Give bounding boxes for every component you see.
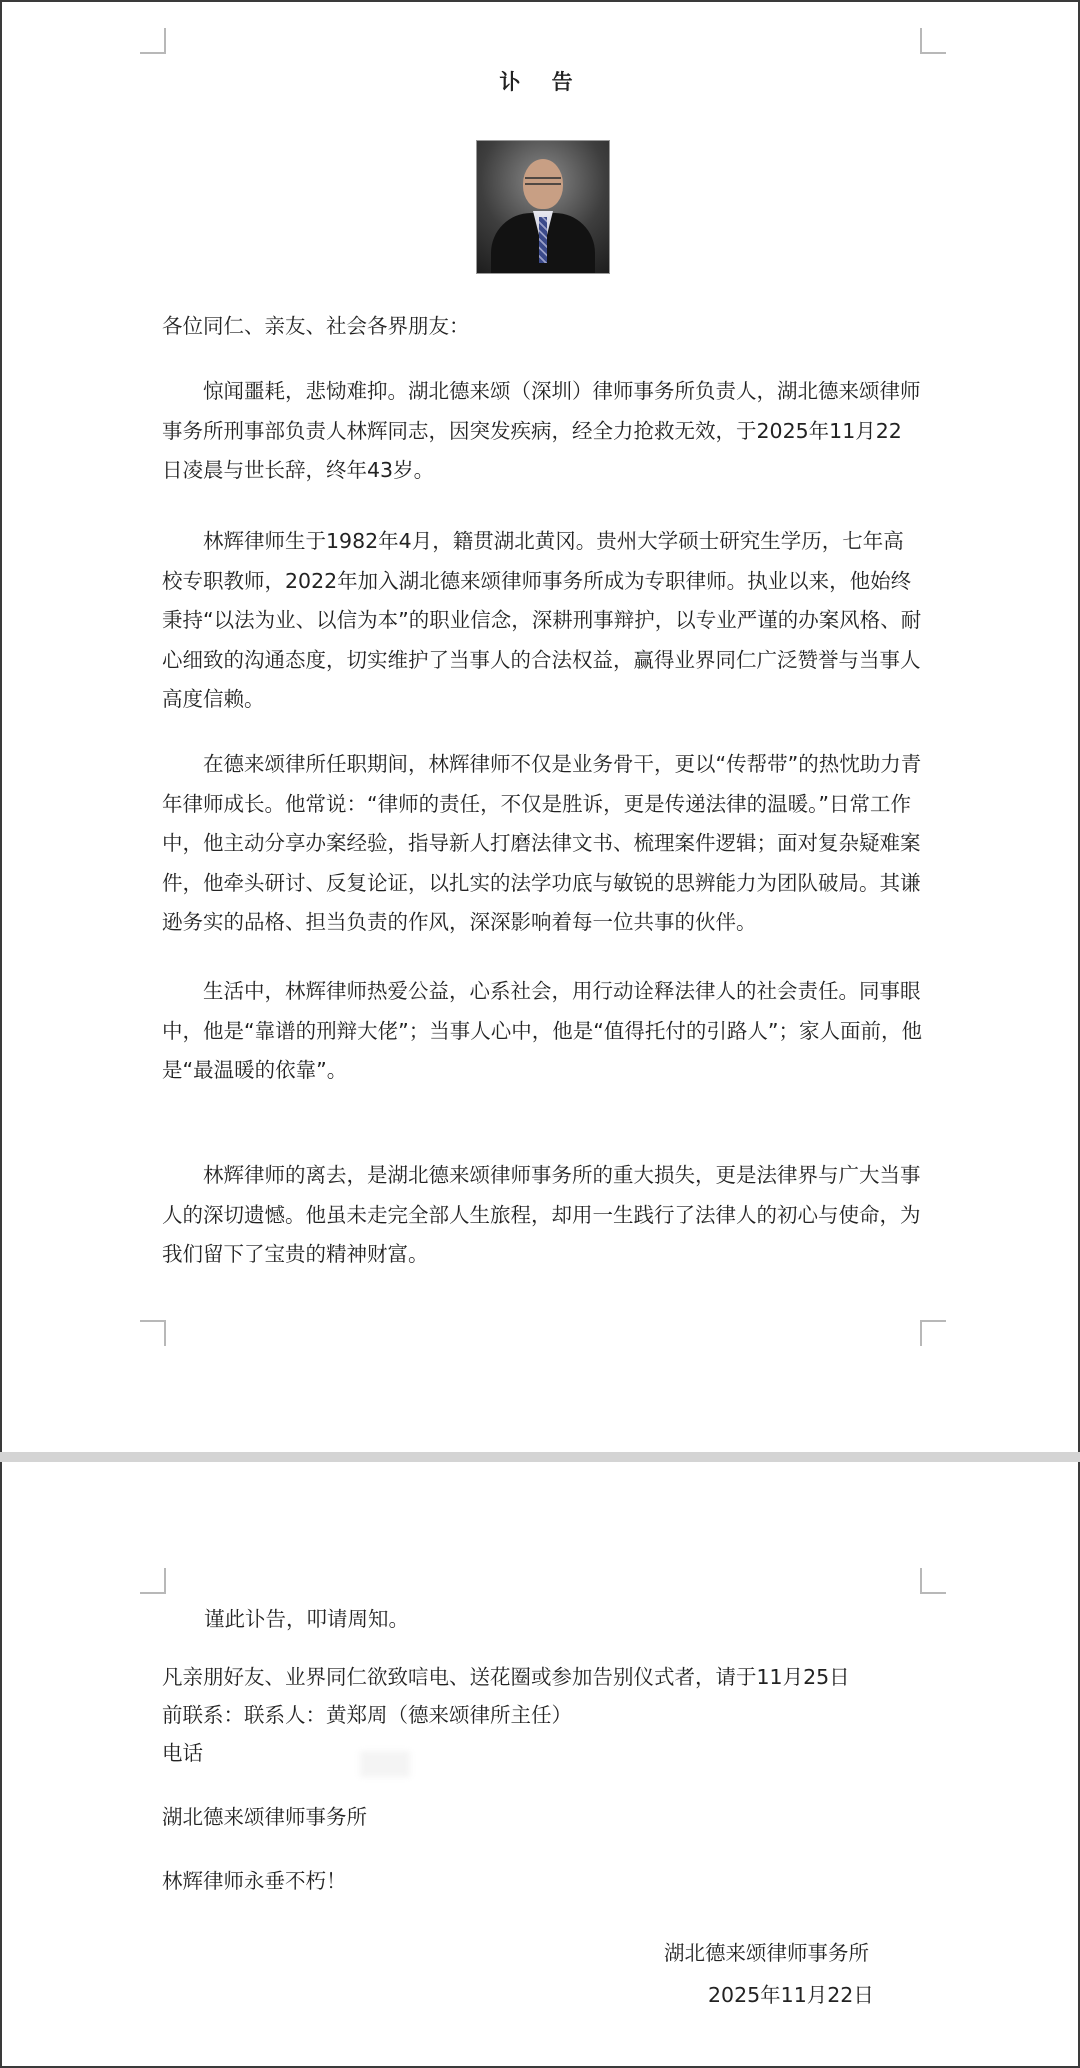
- paragraph-biography: 林辉律师生于1982年4月，籍贯湖北黄冈。贵州大学硕士研究生学历，七年高校专职教师，2022年加入湖北德来颂律师事务所成为专职律师。执业以来，他始终秉持“以法为业、以信为本”的职业信念，深耕刑事辩护，以专业严谨的办案风格、耐心细致的沟通态度，切实维护了当事人的合法权益，赢得业界同仁广泛赞誉与当事人高度信赖。: [162, 529, 922, 711]
- page-corner-mark: [140, 28, 166, 54]
- contact-line-2: 前联系：联系人：黄郑周（德来颂律所主任）: [162, 1703, 572, 1727]
- organization-line: 湖北德来颂律师事务所: [162, 1805, 367, 1829]
- redacted-phone: [360, 1751, 410, 1777]
- paragraph-announcement: 惊闻噩耗，悲恸难抑。湖北德来颂（深圳）律师事务所负责人，湖北德来颂律师事务所刑事部负责人林辉同志，因突发疾病，经全力抢救无效，于2025年11月22日凌晨与世长辞，终年43岁。: [162, 379, 921, 482]
- closing-line: 谨此讣告，叩请周知。: [204, 1607, 409, 1631]
- paragraph-life: 生活中，林辉律师热爱公益，心系社会，用行动诠释法律人的社会责任。同事眼中，他是“靠谱的刑辩大佬”；当事人心中，他是“值得托付的引路人”；家人面前，他是“最温暖的依靠”。: [162, 979, 922, 1082]
- tribute-line: 林辉律师永垂不朽！: [162, 1869, 347, 1893]
- portrait-photo: [476, 140, 610, 274]
- salutation: 各位同仁、亲友、社会各界朋友：: [162, 314, 470, 338]
- document-title: 讣 告: [499, 70, 585, 94]
- paragraph-career: 在德来颂律所任职期间，林辉律师不仅是业务骨干，更以“传帮带”的热忱助力青年律师成长。他常说：“律师的责任，不仅是胜诉，更是传递法律的温暖。”日常工作中，他主动分享办案经验，指导新人打磨法律文书、梳理案件逻辑；面对复杂疑难案件，他牵头研讨、反复论证，以扎实的法学功底与敏锐的思辨能力为团队破局。其谦逊务实的品格、担当负责的作风，深深影响着每一位共事的伙伴。: [162, 752, 922, 934]
- page-corner-mark: [140, 1568, 166, 1594]
- page-corner-mark: [920, 28, 946, 54]
- page-separator: [0, 1452, 1080, 1462]
- page-corner-mark: [140, 1320, 166, 1346]
- page-corner-mark: [920, 1568, 946, 1594]
- document-page-2: [0, 1462, 1080, 2068]
- signature-date: 2025年11月22日: [708, 1983, 874, 2007]
- page-corner-mark: [920, 1320, 946, 1346]
- contact-line-1: 凡亲朋好友、业界同仁欲致唁电、送花圈或参加告别仪式者，请于11月25日: [162, 1665, 850, 1689]
- signature-organization: 湖北德来颂律师事务所: [664, 1941, 869, 1965]
- paragraph-loss: 林辉律师的离去，是湖北德来颂律师事务所的重大损失，更是法律界与广大当事人的深切遗憾。他虽未走完全部人生旅程，却用一生践行了法律人的初心与使命，为我们留下了宝贵的精神财富。: [162, 1163, 921, 1266]
- phone-label: 电话: [162, 1741, 203, 1765]
